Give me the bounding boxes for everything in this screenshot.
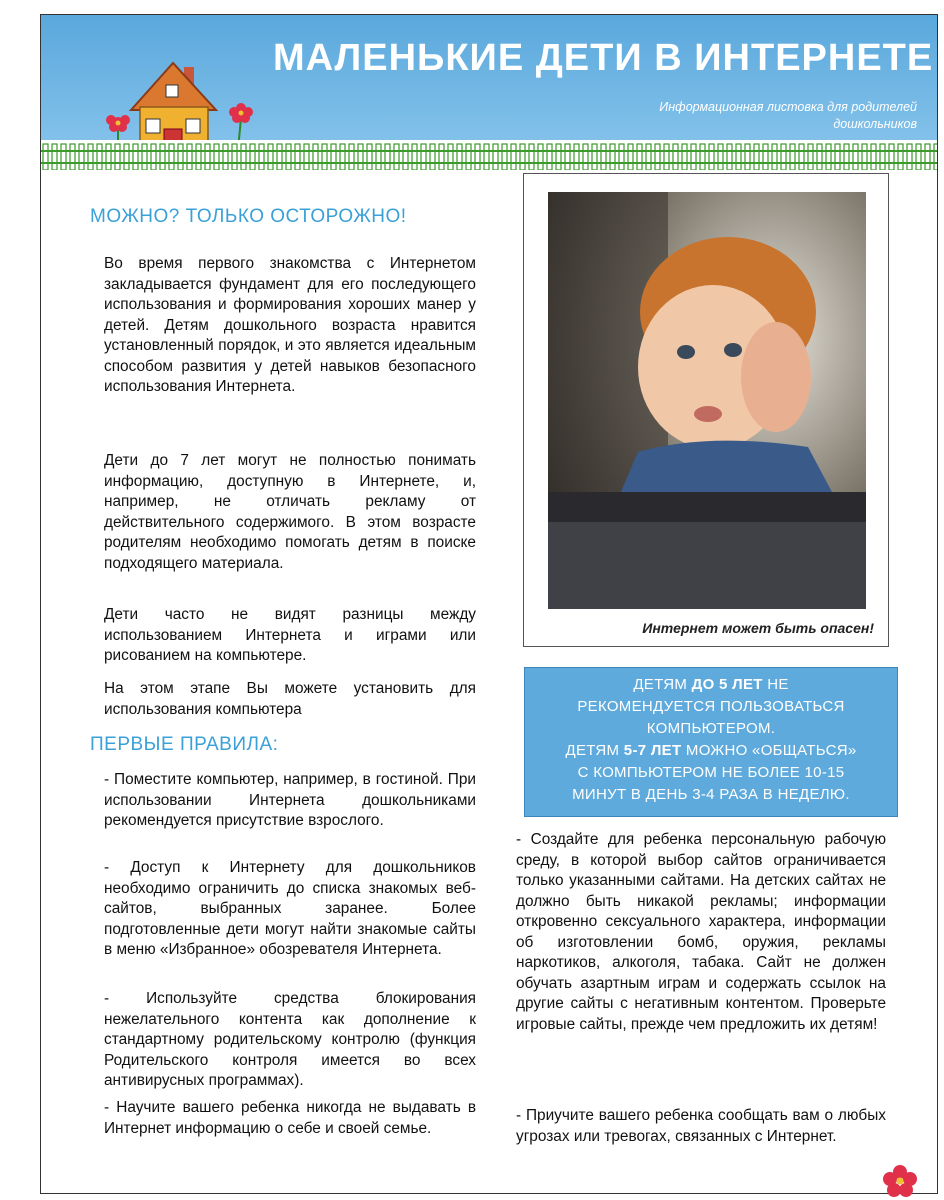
paragraph-difference: Дети часто не видят разницы между использованием Интернета и играми или рисованием на компьютере. [104, 606, 476, 664]
fence-picket [529, 144, 534, 170]
fence-picket [745, 144, 750, 170]
fence-picket [799, 144, 804, 170]
fence-picket [628, 144, 633, 170]
fence-picket [889, 144, 894, 170]
fence-picket [97, 144, 102, 170]
fence-picket [160, 144, 165, 170]
fence-picket [871, 144, 876, 170]
fence-picket [484, 144, 489, 170]
fence-picket [115, 144, 120, 170]
fence-picket [124, 144, 129, 170]
fence-picket [592, 144, 597, 170]
fence-picket [43, 144, 48, 170]
fence-picket [619, 144, 624, 170]
fence-picket [808, 144, 813, 170]
fence-picket [331, 144, 336, 170]
fence-picket [691, 144, 696, 170]
fence-picket [286, 144, 291, 170]
fence-picket [835, 144, 840, 170]
fence-picket [727, 144, 732, 170]
child-at-computer-photo [548, 192, 866, 609]
fence-picket [934, 144, 937, 170]
fence-picket [826, 144, 831, 170]
fence-picket [736, 144, 741, 170]
fence-picket [394, 144, 399, 170]
fence-picket [187, 144, 192, 170]
fence-picket [475, 144, 480, 170]
fence-picket [682, 144, 687, 170]
fence-picket [178, 144, 183, 170]
notice-line: МИНУТ В ДЕНЬ 3-4 РАЗА В НЕДЕЛЮ. [572, 786, 850, 803]
notice-line: ДЕТЯМ ДО 5 ЛЕТ НЕ [633, 676, 789, 693]
fence-picket [583, 144, 588, 170]
fence-picket [439, 144, 444, 170]
notice-line: С КОМПЬЮТЕРОМ НЕ БОЛЕЕ 10-15 [577, 764, 845, 781]
fence-picket [601, 144, 606, 170]
fence-picket [268, 144, 273, 170]
fence-picket [556, 144, 561, 170]
fence-picket [466, 144, 471, 170]
flower-corner-icon [880, 1162, 920, 1200]
header-banner [41, 15, 937, 170]
fence-picket [844, 144, 849, 170]
fence-picket [718, 144, 723, 170]
fence-picket [106, 144, 111, 170]
fence-picket [925, 144, 930, 170]
fence-picket [709, 144, 714, 170]
fence-picket [493, 144, 498, 170]
fence-picket [340, 144, 345, 170]
fence-picket [241, 144, 246, 170]
fence-picket [547, 144, 552, 170]
fence-picket [88, 144, 93, 170]
fence-picket [916, 144, 921, 170]
fence-rail [41, 150, 937, 152]
fence-picket [385, 144, 390, 170]
photo-frame [523, 173, 889, 647]
fence-picket [655, 144, 660, 170]
fence-picket [817, 144, 822, 170]
fence-picket [277, 144, 282, 170]
fence-picket [250, 144, 255, 170]
fence-picket [61, 144, 66, 170]
fence-picket [538, 144, 543, 170]
fence-picket [898, 144, 903, 170]
fence-picket [412, 144, 417, 170]
fence-picket [664, 144, 669, 170]
fence-picket [358, 144, 363, 170]
fence-picket [520, 144, 525, 170]
notice-line: ДЕТЯМ 5-7 ЛЕТ МОЖНО «ОБЩАТЬСЯ» [565, 742, 857, 759]
rule-item-workspace: - Создайте для ребенка персональную рабочую среду, в которой выбор сайтов ограничивается только указанными сайтами. На детских сайтах не должно быть никакой рекламы; информации откровенно сексуального характера, информации об изготовлении бомб, оружия, рекламы наркотиков, алкоголя, табака. Сайт не должен обучать азартным играм и содержать ссылок на другие сайты с негативным контентом. Проверьте игровые сайты, прежде чем предложить их детям! [516, 831, 886, 1033]
page-title: МАЛЕНЬКИЕ ДЕТИ В ИНТЕРНЕТЕ [273, 37, 934, 79]
fence-picket [376, 144, 381, 170]
fence-picket [349, 144, 354, 170]
fence-picket [610, 144, 615, 170]
fence-picket [673, 144, 678, 170]
fence-picket [646, 144, 651, 170]
photo-caption: Интернет может быть опасен! [642, 620, 874, 636]
fence-picket [313, 144, 318, 170]
fence-picket [772, 144, 777, 170]
paragraph-stage: На этом этапе Вы можете установить для использования компьютера [104, 680, 476, 718]
fence-picket [502, 144, 507, 170]
fence-picket [295, 144, 300, 170]
section-heading-rules: ПЕРВЫЕ ПРАВИЛА: [90, 734, 279, 755]
fence-picket [862, 144, 867, 170]
age-limit-notice [524, 667, 898, 817]
notice-line: КОМПЬЮТЕРОМ. [646, 720, 776, 737]
fence-picket [637, 144, 642, 170]
fence-picket [907, 144, 912, 170]
paragraph-under-seven: Дети до 7 лет могут не полностью понимать информацию, доступную в Интернете, и, например, не отличать рекламу от действительного содержимого. В этом возрасте родителям необходимо помогать детям в поиске подходящего материала. [104, 452, 476, 572]
page-subtitle: Информационная листовка для родителей дошкольников [659, 100, 917, 131]
fence-picket [205, 144, 210, 170]
fence-picket [781, 144, 786, 170]
fence-picket [79, 144, 84, 170]
fence-picket [367, 144, 372, 170]
fence-picket [52, 144, 57, 170]
paragraph-intro: Во время первого знакомства с Интернетом закладывается фундамент для его последующего использования и формирования хороших манер у детей. Детям дошкольного возраста нравится установленный порядок, и это является идеальным способом развития у детей навыков безопасного использования Интернета. [104, 255, 476, 395]
fence-picket [304, 144, 309, 170]
rule-item: - Доступ к Интернету для дошкольников необходимо ограничить до списка знакомых веб-сайтов, выбранных заранее. Более подготовленные дети могут найти знакомые сайты в меню «Избранное» обозревателя Интернета. [104, 859, 476, 958]
fence-illustration [41, 140, 937, 170]
fence-picket [421, 144, 426, 170]
fence-picket [763, 144, 768, 170]
fence-picket [448, 144, 453, 170]
fence-picket [214, 144, 219, 170]
fence-picket [169, 144, 174, 170]
fence-picket [457, 144, 462, 170]
fence-picket [223, 144, 228, 170]
fence-picket [232, 144, 237, 170]
rule-item: - Используйте средства блокирования нежелательного контента как дополнение к стандартному родительскому контролю (функция Родительского контроля имеется во всех антивирусных программах). [104, 990, 476, 1089]
fence-rail [41, 162, 937, 164]
fence-picket [133, 144, 138, 170]
fence-picket [574, 144, 579, 170]
fence-picket [259, 144, 264, 170]
fence-picket [754, 144, 759, 170]
fence-picket [853, 144, 858, 170]
fence-picket [196, 144, 201, 170]
fence-picket [565, 144, 570, 170]
notice-line: РЕКОМЕНДУЕТСЯ ПОЛЬЗОВАТЬСЯ [577, 698, 845, 715]
fence-picket [403, 144, 408, 170]
rule-item: - Поместите компьютер, например, в гостиной. При использовании Интернета дошкольниками рекомендуется присутствие взрослого. [104, 771, 476, 829]
fence-picket [70, 144, 75, 170]
fence-picket [151, 144, 156, 170]
fence-picket [322, 144, 327, 170]
fence-picket [700, 144, 705, 170]
fence-picket [142, 144, 147, 170]
fence-picket [790, 144, 795, 170]
fence-picket [880, 144, 885, 170]
section-heading-careful: МОЖНО? ТОЛЬКО ОСТОРОЖНО! [90, 206, 407, 227]
rule-item: - Научите вашего ребенка никогда не выдавать в Интернет информацию о себе и своей семье. [104, 1099, 476, 1137]
fence-picket [430, 144, 435, 170]
rule-item-report: - Приучите вашего ребенка сообщать вам о любых угрозах или тревогах, связанных с Интернет. [516, 1107, 886, 1145]
fence-picket [511, 144, 516, 170]
